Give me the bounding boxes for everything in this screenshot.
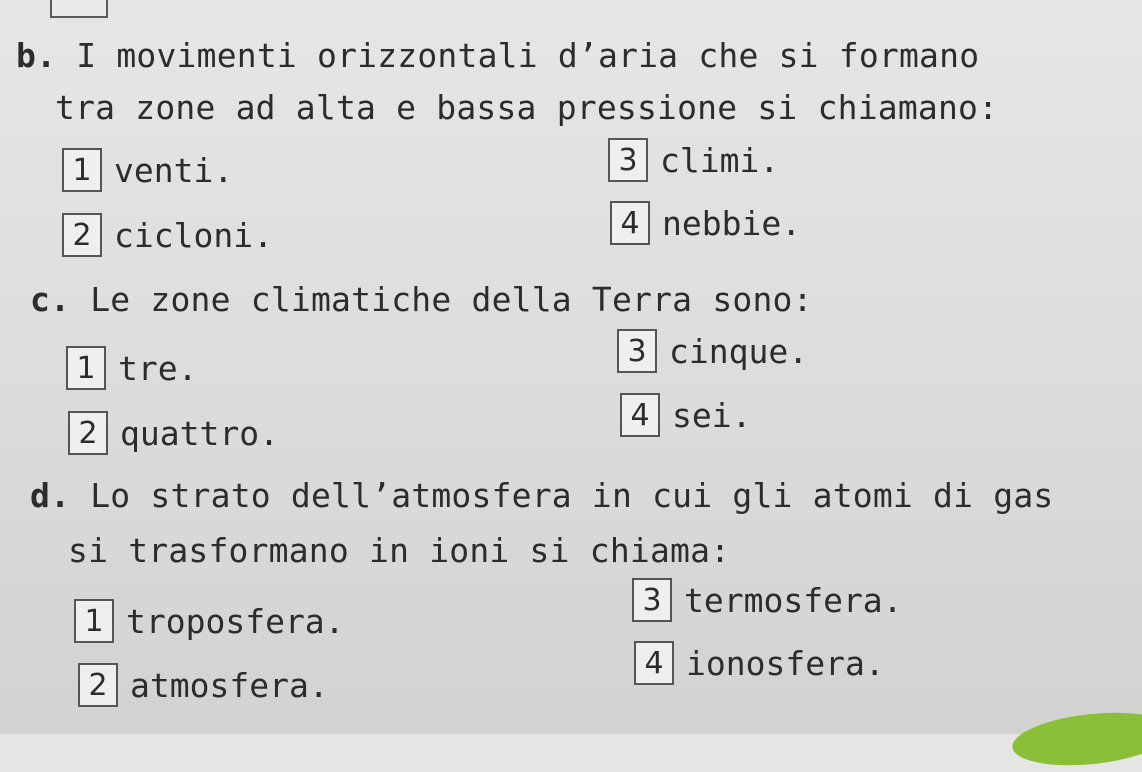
question-b-letter: b.	[16, 36, 57, 75]
question-b-text-1: I movimenti orizzontali d’aria che si formano	[76, 36, 980, 75]
option-text: quattro.	[120, 413, 279, 453]
answer-box-top	[50, 0, 108, 18]
option-text: cinque.	[669, 331, 809, 371]
option-number-box: 1	[66, 346, 106, 390]
option-text: venti.	[114, 150, 234, 190]
option-number-box: 3	[608, 138, 648, 182]
option-number-box: 2	[62, 213, 102, 257]
option-number-box: 1	[74, 599, 114, 643]
question-b-option-2[interactable]	[62, 210, 273, 260]
question-c-option-3[interactable]	[617, 326, 808, 376]
question-b-option-3[interactable]	[608, 135, 779, 185]
option-text: sei.	[672, 395, 752, 435]
option-text: climi.	[660, 140, 780, 180]
option-text: ionosfera.	[686, 643, 885, 683]
option-text: tre.	[118, 348, 198, 388]
question-b-option-1[interactable]	[62, 145, 233, 195]
option-text: nebbie.	[662, 203, 802, 243]
question-c-text-1: Le zone climatiche della Terra sono:	[90, 280, 813, 319]
question-d-text-1: Lo strato dell’atmosfera in cui gli atomi di gas	[90, 476, 1054, 515]
question-d-line-2: si trasformano in ioni si chiama:	[68, 531, 731, 570]
question-b-line-1	[16, 30, 979, 82]
option-number-box: 3	[617, 329, 657, 373]
question-b-option-4[interactable]	[610, 198, 801, 248]
question-c-option-4[interactable]	[620, 390, 751, 440]
option-number-box: 2	[78, 663, 118, 707]
question-d-letter: d.	[30, 476, 71, 515]
question-c-option-2[interactable]	[68, 408, 279, 458]
question-d-option-4[interactable]	[634, 638, 885, 688]
option-text: cicloni.	[114, 215, 273, 255]
question-d-option-2[interactable]	[78, 660, 329, 710]
option-number-box: 1	[62, 148, 102, 192]
question-d-option-1[interactable]	[74, 596, 345, 646]
option-number-box: 3	[632, 578, 672, 622]
option-text: termosfera.	[684, 580, 903, 620]
option-text: atmosfera.	[130, 665, 329, 705]
question-c-option-1[interactable]	[66, 343, 197, 393]
question-b-line-2: tra zone ad alta e bassa pressione si chiamano:	[55, 88, 999, 127]
option-number-box: 4	[620, 393, 660, 437]
question-d-option-3[interactable]	[632, 575, 903, 625]
option-number-box: 4	[634, 641, 674, 685]
question-c-line-1	[30, 274, 813, 326]
option-number-box: 2	[68, 411, 108, 455]
option-text: troposfera.	[126, 601, 345, 641]
green-object-corner	[1010, 706, 1142, 772]
question-c-letter: c.	[30, 280, 71, 319]
option-number-box: 4	[610, 201, 650, 245]
question-d-line-1	[30, 470, 1053, 522]
